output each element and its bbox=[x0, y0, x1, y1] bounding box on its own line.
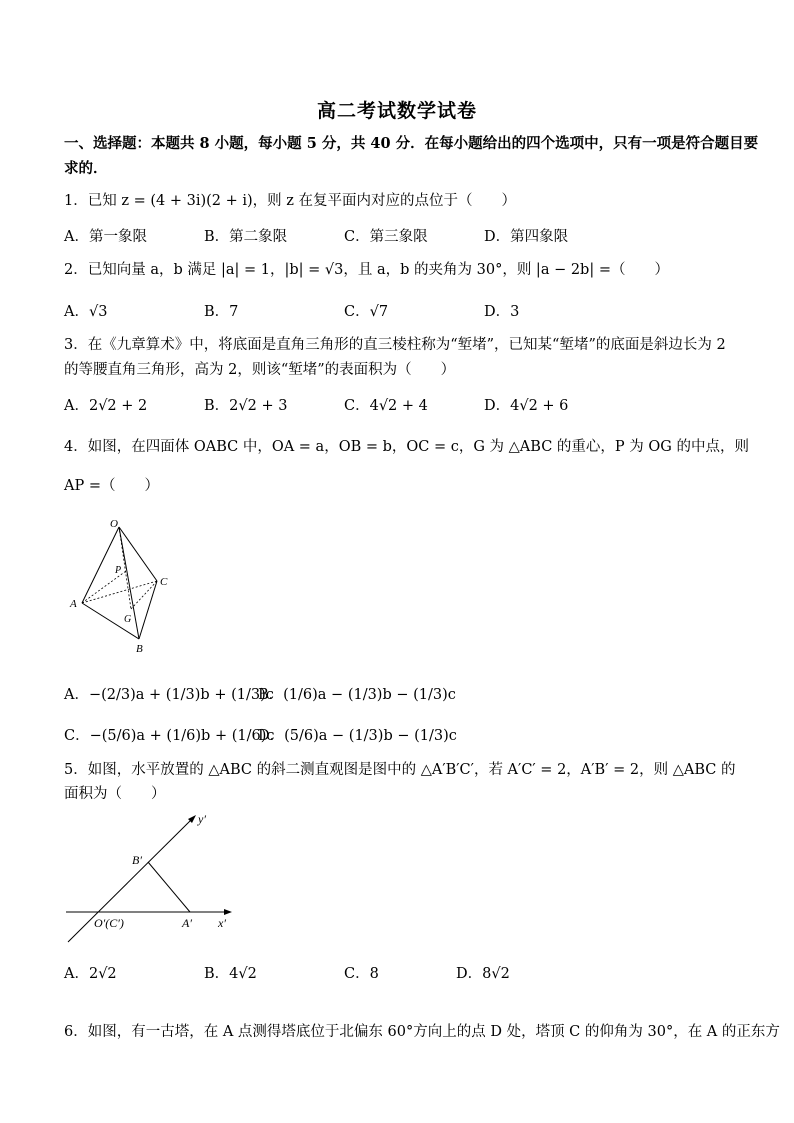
q1-option-a: A．第一象限 bbox=[64, 229, 147, 245]
q6-stem-line1: 6．如图，有一古塔，在 A 点测得塔底位于北偏东 60°方向上的点 D 处，塔顶 C 的仰角为 30°，在 A 的正东方 bbox=[64, 1024, 780, 1040]
q1-option-c: C．第三象限 bbox=[344, 229, 428, 245]
q1-option-d: D．第四象限 bbox=[484, 229, 569, 245]
q3-stem-line1: 3．在《九章算术》中，将底面是直角三角形的直三棱柱称为“堑堵”，已知某“堑堵”的底面是斜边长为 2 bbox=[64, 337, 726, 353]
label-y-prime: y′ bbox=[198, 812, 206, 826]
label-b: B bbox=[136, 643, 143, 655]
q3-option-d: D．4√2 + 6 bbox=[484, 398, 569, 414]
q5-stem-line1: 5．如图，水平放置的 △ABC 的斜二测直观图是图中的 △A′B′C′，若 A′C′ = 2，A′B′ = 2，则 △ABC 的 bbox=[64, 762, 736, 778]
q2-option-d: D．3 bbox=[484, 304, 520, 320]
q2-option-a: A．√3 bbox=[64, 304, 108, 320]
label-c: C bbox=[160, 576, 168, 588]
q3-option-c: C．4√2 + 4 bbox=[344, 398, 428, 414]
label-o: O bbox=[110, 518, 118, 530]
q3-stem-line2: 的等腰直角三角形，高为 2，则该“堑堵”的表面积为（ ） bbox=[64, 362, 456, 378]
label-x-prime: x′ bbox=[218, 916, 226, 930]
q5-stem-line2: 面积为（ ） bbox=[64, 786, 166, 802]
q5-option-c: C．8 bbox=[344, 966, 379, 982]
q5-option-d: D．8√2 bbox=[456, 966, 510, 982]
q3-option-b: B．2√2 + 3 bbox=[204, 398, 288, 414]
section-heading-line1: 一、选择题：本题共 8 小题，每小题 5 分，共 40 分．在每小题给出的四个选项中，只有一项是符合题目要 bbox=[64, 135, 759, 152]
q1-stem: 1．已知 z = (4 + 3i)(2 + i)，则 z 在复平面内对应的点位于（ ） bbox=[64, 193, 517, 209]
label-a-prime: A′ bbox=[182, 916, 192, 930]
page-title: 高二考试数学试卷 bbox=[316, 100, 477, 122]
q3-option-a: A．2√2 + 2 bbox=[64, 398, 148, 414]
label-p: P bbox=[115, 565, 122, 576]
section-heading-line2: 求的． bbox=[64, 160, 108, 177]
q2-option-b: B．7 bbox=[204, 304, 239, 320]
q2-option-c: C．√7 bbox=[344, 304, 389, 320]
q1-option-b: B．第二象限 bbox=[204, 229, 288, 245]
q4-stem-line1: 4．如图，在四面体 OABC 中，OA = a，OB = b，OC = c，G 为 △ABC 的重心，P 为 OG 的中点，则 bbox=[64, 439, 749, 455]
q5-option-a: A．2√2 bbox=[64, 966, 117, 982]
label-o-prime: O′(C′) bbox=[94, 916, 124, 930]
q5-option-b: B．4√2 bbox=[204, 966, 257, 982]
label-b-prime: B′ bbox=[132, 853, 142, 867]
oblique-view-figure bbox=[62, 805, 242, 950]
tetrahedron-figure bbox=[60, 515, 180, 660]
q4-option-c: C．−(5/6)a + (1/6)b + (1/6)c bbox=[64, 728, 275, 744]
q4-option-a: A．−(2/3)a + (1/3)b + (1/3)c bbox=[64, 687, 274, 703]
q4-option-b: B．(1/6)a − (1/3)b − (1/3)c bbox=[258, 687, 456, 703]
q4-stem-line2: AP =（ ） bbox=[64, 478, 159, 494]
q2-stem: 2．已知向量 a，b 满足 |a| = 1，|b| = √3，且 a，b 的夹角为 30°，则 |a − 2b| =（ ） bbox=[64, 262, 669, 278]
label-a: A bbox=[70, 598, 77, 610]
q4-option-d: D．(5/6)a − (1/3)b − (1/3)c bbox=[258, 728, 457, 744]
label-g: G bbox=[124, 614, 132, 625]
